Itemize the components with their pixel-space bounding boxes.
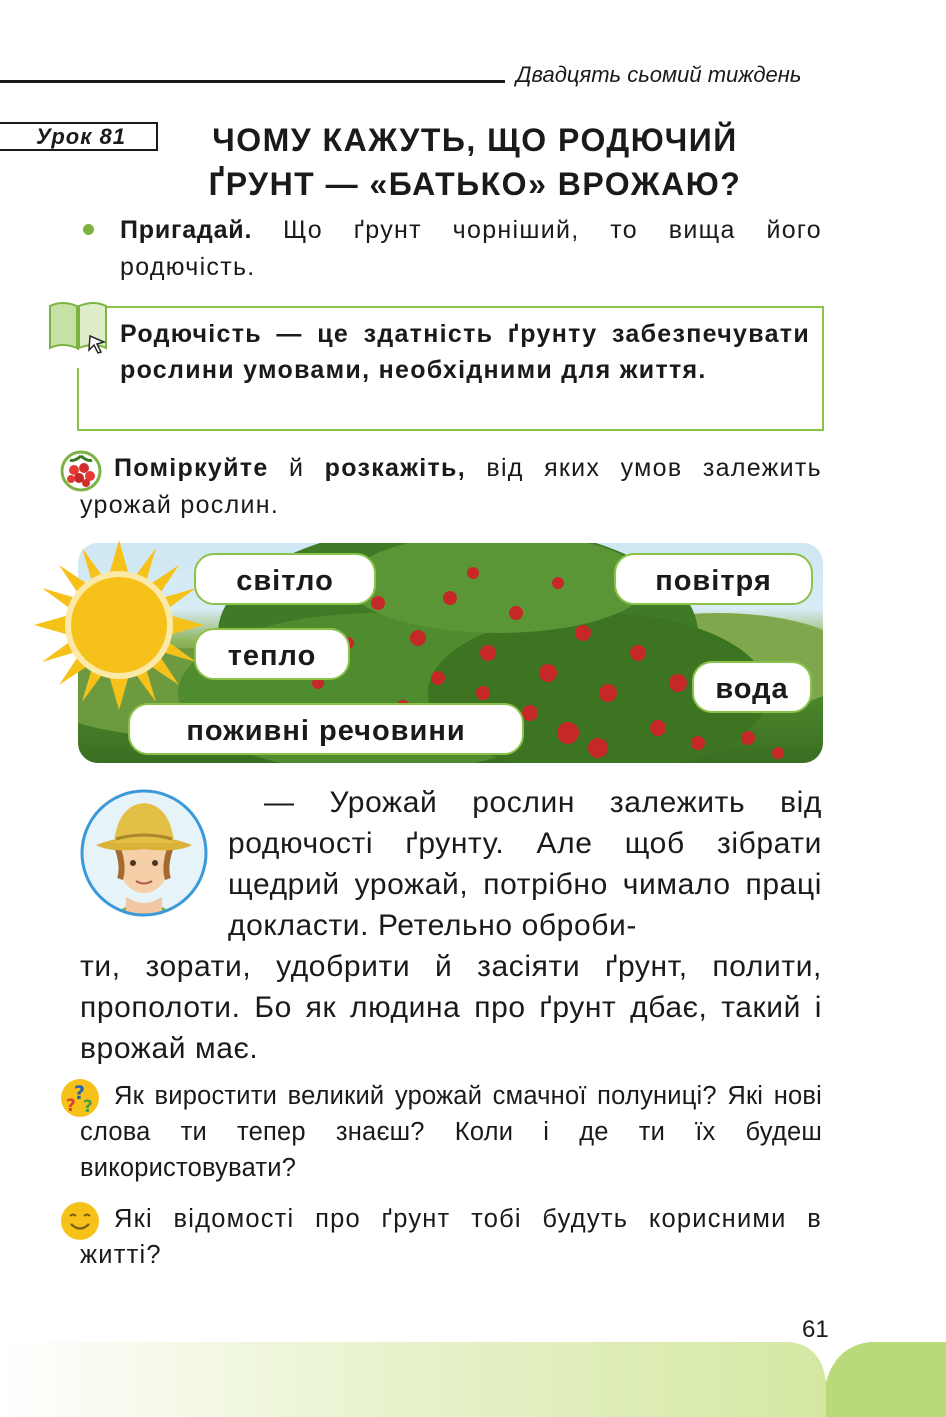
lesson-title-line2: ҐРУНТ — «БАТЬКО» ВРОЖАЮ? — [208, 166, 742, 202]
footer-band — [0, 1342, 946, 1417]
svg-text:?: ? — [83, 1097, 93, 1117]
condition-light: світло — [194, 553, 376, 605]
lesson-title — [180, 118, 770, 206]
story-paragraph-1: — Урожай рослин залежить від родючості ґрунту. Але щоб зібрати щедрий урожай, потрібно чимало праці докласти. Ретельно оброби- — [228, 786, 822, 942]
discuss-paragraph — [80, 450, 822, 524]
lesson-number: Урок 81 — [0, 122, 158, 151]
discuss-bold-2: розкажіть, — [324, 454, 466, 482]
condition-water: вода — [692, 661, 812, 713]
discuss-mid: й — [268, 454, 325, 482]
boy-avatar — [78, 787, 210, 919]
remember-label: Пригадай. — [120, 216, 253, 244]
svg-text:?: ? — [66, 1096, 76, 1116]
page-number: 61 — [802, 1316, 829, 1343]
condition-air: повітря — [614, 553, 813, 605]
header-rule — [0, 80, 505, 83]
svg-text:?: ? — [74, 1082, 86, 1104]
definition-text: Родючість — це здатність ґрунту забезпечувати рослини умовами, необхідними для життя. — [120, 320, 810, 384]
remember-body: Що ґрунт чорніший, то вища його родючість. — [120, 216, 822, 281]
condition-warmth: тепло — [194, 628, 350, 680]
remember-paragraph — [120, 212, 822, 286]
discuss-body: від яких умов залежить урожай рослин. — [80, 454, 822, 519]
story-paragraph-2: ти, зорати, удобрити й засіяти ґрунт, полити, прополоти. Бо як людина про ґрунт дбає, такий і врожай має. — [80, 950, 822, 1065]
questions-paragraph: Як виростити великий урожай смачної полуниці? Які нові слова ти тепер знаєш? Коли і де ти їх будеш використовувати? — [80, 1082, 822, 1182]
reflection-paragraph: Які відомості про ґрунт тобі будуть корисними в житті? — [80, 1205, 822, 1269]
bullet-icon — [83, 224, 94, 235]
condition-nutrients: поживні речовини — [128, 703, 524, 755]
lesson-title-line1: ЧОМУ КАЖУТЬ, ЩО РОДЮЧИЙ — [212, 122, 738, 158]
sun-illustration — [34, 540, 204, 710]
week-label: Двадцять сьомий тиждень — [516, 62, 802, 87]
book-icon — [46, 298, 110, 356]
discuss-bold-1: Поміркуйте — [114, 454, 269, 482]
